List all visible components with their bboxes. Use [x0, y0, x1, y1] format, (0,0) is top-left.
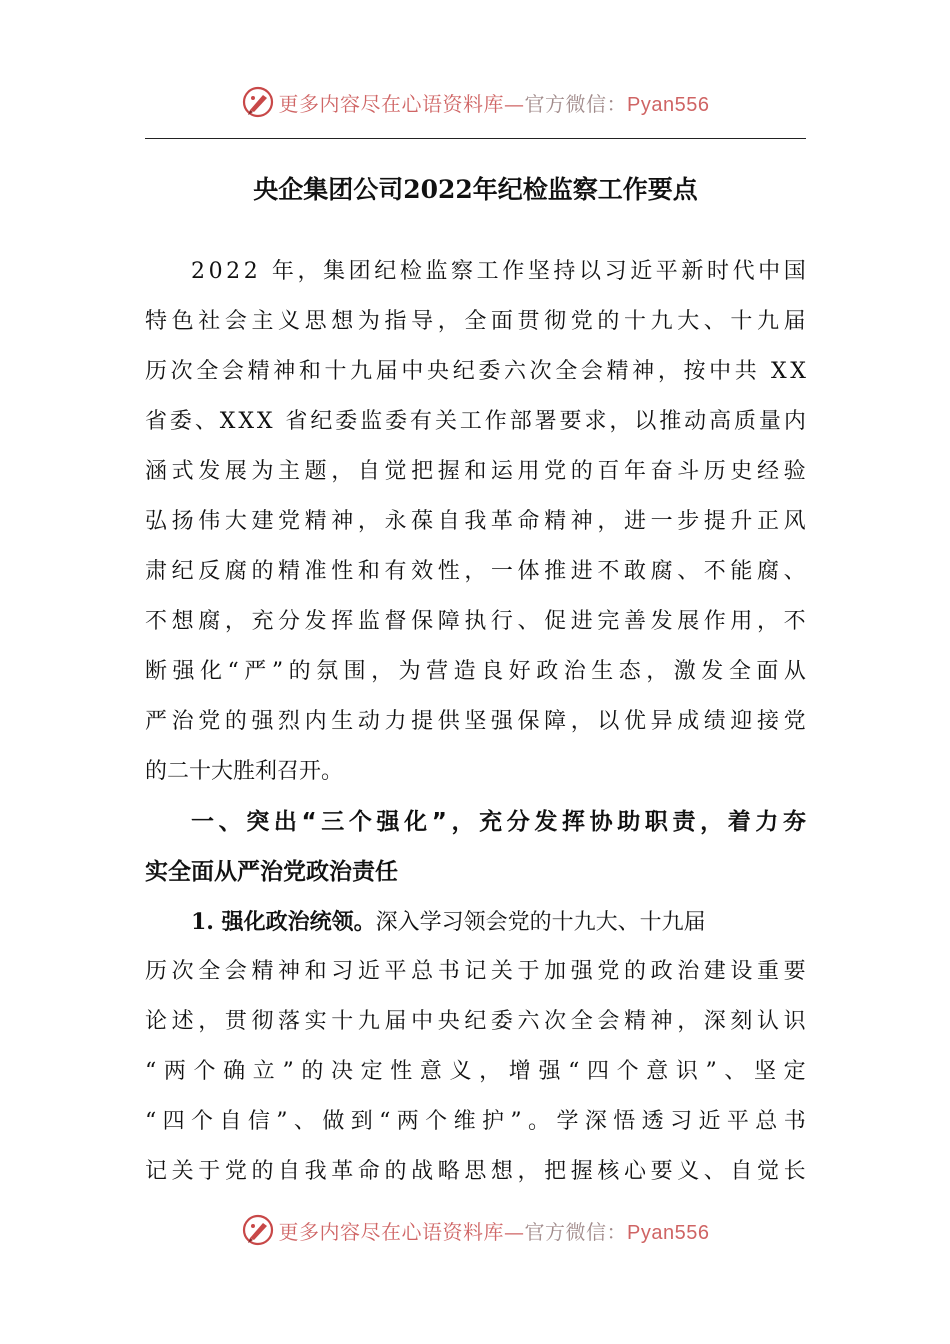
- item-line: [145, 1047, 806, 1097]
- item-line: [145, 1147, 806, 1197]
- paragraph-line-text: 严 治 党 的 强 烈 内 生 动 力 提 供 坚 强 保 障 ， 以 优 异 成 绩 迎 接 党: [145, 709, 806, 734]
- banner-wechat-label: 官方微信：: [524, 91, 628, 116]
- footer-banner: [0, 1210, 950, 1250]
- paragraph-line: [145, 247, 806, 297]
- section-heading-text: 一 、 突 出 “ 三 个 强 化 ” ， 充 分 发 挥 协 助 职 责 ， 着 力 夯: [191, 809, 806, 835]
- paragraph-line-text: 2 0 2 2 年 ， 集 团 纪 检 监 察 工 作 坚 持 以 习 近 平 新 时 代 中 国: [191, 259, 806, 284]
- paragraph-line-text: 断 强 化 “ 严 ” 的 氛 围 ， 为 营 造 良 好 政 治 生 态 ， 激 发 全 面 从: [145, 659, 806, 684]
- banner-text: [279, 88, 710, 117]
- banner-promo-text: 更多内容尽在心语资料库: [278, 1219, 505, 1244]
- paragraph-line-text: 省 委 、 X X X 省 纪 委 监 委 有 关 工 作 部 署 要 求 ， 以 推 动 高 质 量 内: [145, 409, 806, 434]
- banner-text: [279, 1216, 710, 1245]
- paragraph-line-text: 历 次 全 会 精 神 和 十 九 届 中 央 纪 委 六 次 全 会 精 神 ， 按 中 共 X X: [145, 359, 806, 384]
- paragraph-line: [145, 297, 806, 347]
- item-line: [145, 1097, 806, 1147]
- paragraph-line-text: 不 想 腐 ， 充 分 发 挥 监 督 保 障 执 行 、 促 进 完 善 发 展 作 用 ， 不: [145, 609, 806, 634]
- paragraph-line-text: 涵 式 发 展 为 主 题 ， 自 觉 把 握 和 运 用 党 的 百 年 奋 斗 历 史 经 验: [145, 459, 806, 484]
- banner-wechat-id: Pyan556: [627, 93, 710, 116]
- pen-circle-icon: [241, 1213, 275, 1247]
- banner-wechat-id: Pyan556: [627, 1221, 710, 1244]
- paragraph-line: [145, 597, 806, 647]
- paragraph-line: [145, 697, 806, 747]
- paragraph-line: [145, 397, 806, 447]
- item-line: [145, 947, 806, 997]
- item-line-text: [191, 897, 706, 947]
- section-heading-line: [145, 847, 806, 897]
- section-heading-line: [145, 797, 806, 847]
- paragraph-line: [145, 647, 806, 697]
- item-line-text: 记 关 于 党 的 自 我 革 命 的 战 略 思 想 ， 把 握 核 心 要 义 、 自 觉 长: [145, 1159, 806, 1184]
- paragraph-line: [145, 347, 806, 397]
- item-line-text: 论 述 ， 贯 彻 落 实 十 九 届 中 央 纪 委 六 次 全 会 精 神 ， 深 刻 认 识: [145, 1009, 806, 1034]
- paragraph-line: [145, 747, 806, 797]
- item-first-rest: 深入学习领会党的十九大、十九届: [375, 910, 706, 935]
- paragraph-line: [145, 547, 806, 597]
- item-line-text: “ 两 个 确 立 ” 的 决 定 性 意 义 ， 增 强 “ 四 个 意 识 ” 、 坚 定: [145, 1059, 806, 1084]
- item-line: [145, 997, 806, 1047]
- paragraph-line-text: 肃 纪 反 腐 的 精 准 性 和 有 效 性 ， 一 体 推 进 不 敢 腐 、 不 能 腐 、: [145, 559, 806, 584]
- document-title: 央企集团公司2022年纪检监察工作要点: [253, 175, 698, 204]
- paragraph-line: [145, 447, 806, 497]
- header-banner: [0, 82, 950, 122]
- banner-promo-text: 更多内容尽在心语资料库: [278, 91, 505, 116]
- item-lead: 1. 强化政治统领。: [191, 909, 376, 935]
- banner-separator: —: [504, 1219, 525, 1244]
- paragraph-line-text: 弘 扬 伟 大 建 党 精 神 ， 永 葆 自 我 革 命 精 神 ， 进 一 步 提 升 正 风: [145, 509, 806, 534]
- item-line: [145, 897, 806, 947]
- item-line-text: “ 四 个 自 信 ” 、 做 到 “ 两 个 维 护 ” 。 学 深 悟 透 习 近 平 总 书: [145, 1109, 806, 1134]
- paragraph-line: [145, 497, 806, 547]
- banner-separator: —: [504, 91, 525, 116]
- banner-wechat-label: 官方微信：: [524, 1219, 628, 1244]
- paragraph-line-text: 特 色 社 会 主 义 思 想 为 指 导 ， 全 面 贯 彻 党 的 十 九 大 、 十 九 届: [145, 309, 806, 334]
- pen-circle-icon: [241, 85, 275, 119]
- paragraph-line-text: 的二十大胜利召开。: [145, 759, 344, 784]
- section-heading-text: 实全面从严治党政治责任: [145, 859, 398, 885]
- item-line-text: 历 次 全 会 精 神 和 习 近 平 总 书 记 关 于 加 强 党 的 政 治 建 设 重 要: [145, 959, 806, 984]
- document-body: [145, 247, 806, 1197]
- header-divider: [145, 138, 806, 139]
